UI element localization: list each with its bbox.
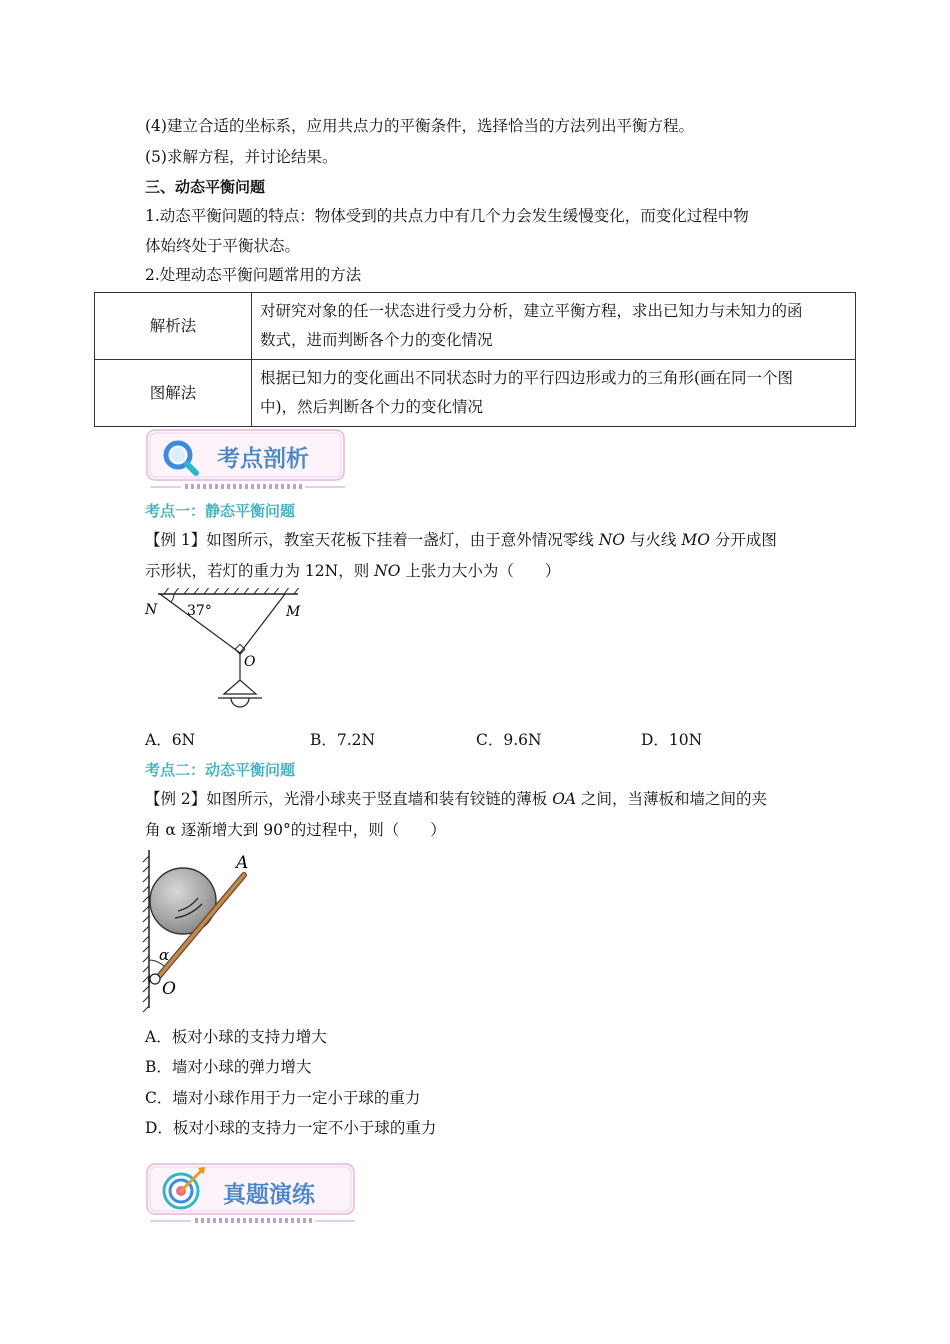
label-o: O xyxy=(162,979,176,999)
description-line: 对研究对象的任一状态进行受力分析，建立平衡方程，求出已知力与未知力的函 xyxy=(260,302,803,320)
banner-title: 真题演练 xyxy=(223,1182,315,1208)
kaodian-2-heading: 考点二：动态平衡问题 xyxy=(145,761,296,779)
label-o: O xyxy=(244,654,256,670)
label-alpha: α xyxy=(159,946,170,964)
step-5: (5)求解方程，并讨论结果。 xyxy=(145,148,338,166)
example-1-question-line-2 xyxy=(145,561,560,581)
paragraph-1-line-2: 体始终处于平衡状态。 xyxy=(145,237,301,255)
option-b[interactable]: B．墙对小球的弹力增大 xyxy=(145,1058,312,1076)
method-description xyxy=(252,360,856,427)
option-d[interactable]: D．板对小球的支持力一定不小于球的重力 xyxy=(145,1119,437,1137)
description-line: 根据已知力的变化画出不同状态时力的平行四边形或力的三角形(画在同一个图 xyxy=(260,369,794,387)
section-banner-zhenti xyxy=(145,1160,360,1230)
var-no: NO xyxy=(598,531,625,549)
paragraph-1-line-1: 1.动态平衡问题的特点：物体受到的共点力中有几个力会发生缓慢变化，而变化过程中物 xyxy=(145,207,749,225)
step-4: (4)建立合适的坐标系，应用共点力的平衡条件，选择恰当的方法列出平衡方程。 xyxy=(145,117,694,135)
var-mo: MO xyxy=(681,531,710,549)
table-row xyxy=(95,293,856,360)
section-heading: 三、动态平衡问题 xyxy=(145,178,266,196)
ball-wall-figure xyxy=(140,848,270,1013)
option-c[interactable]: C．墙对小球作用于力一定小于球的重力 xyxy=(145,1089,421,1107)
option-a[interactable]: A．6N xyxy=(145,731,196,749)
method-name: 图解法 xyxy=(95,360,252,427)
description-line: 数式，进而判断各个力的变化情况 xyxy=(260,331,493,349)
question-text: 分开成图 xyxy=(709,531,777,549)
option-b[interactable]: B．7.2N xyxy=(310,731,376,749)
method-description xyxy=(252,293,856,360)
question-text: 【例 1】如图所示，教室天花板下挂着一盏灯，由于意外情况零线 xyxy=(145,531,599,549)
label-a: A xyxy=(236,853,249,873)
option-a[interactable]: A．板对小球的支持力增大 xyxy=(145,1028,327,1046)
banner-title: 考点剖析 xyxy=(217,446,309,472)
question-text: 示形状，若灯的重力为 12N，则 xyxy=(145,562,375,580)
example-2-question-line-2: 角 α 逐渐增大到 90°的过程中，则（ ） xyxy=(145,821,446,839)
lamp-figure xyxy=(140,588,310,720)
question-text: 之间，当薄板和墙之间的夹 xyxy=(576,790,768,808)
var-no: NO xyxy=(374,562,401,580)
question-text: 【例 2】如图所示，光滑小球夹于竖直墙和装有铰链的薄板 xyxy=(145,790,553,808)
option-d[interactable]: D．10N xyxy=(641,731,703,749)
example-1-question-line-1 xyxy=(145,530,777,550)
question-text: 上张力大小为（ ） xyxy=(400,562,561,580)
paragraph-2: 2.处理动态平衡问题常用的方法 xyxy=(145,266,362,284)
table-row xyxy=(95,360,856,427)
method-name: 解析法 xyxy=(95,293,252,360)
label-angle: 37° xyxy=(187,603,212,619)
question-text: 与火线 xyxy=(625,531,682,549)
label-n: N xyxy=(145,602,158,618)
option-c[interactable]: C．9.6N xyxy=(476,731,542,749)
example-2-question-line-1 xyxy=(145,789,767,809)
kaodian-1-heading: 考点一：静态平衡问题 xyxy=(145,502,296,520)
section-banner-kaodian xyxy=(145,426,350,492)
var-oa: OA xyxy=(552,790,577,808)
label-m: M xyxy=(286,604,301,620)
description-line: 中)，然后判断各个力的变化情况 xyxy=(260,398,484,416)
methods-table xyxy=(94,292,856,427)
